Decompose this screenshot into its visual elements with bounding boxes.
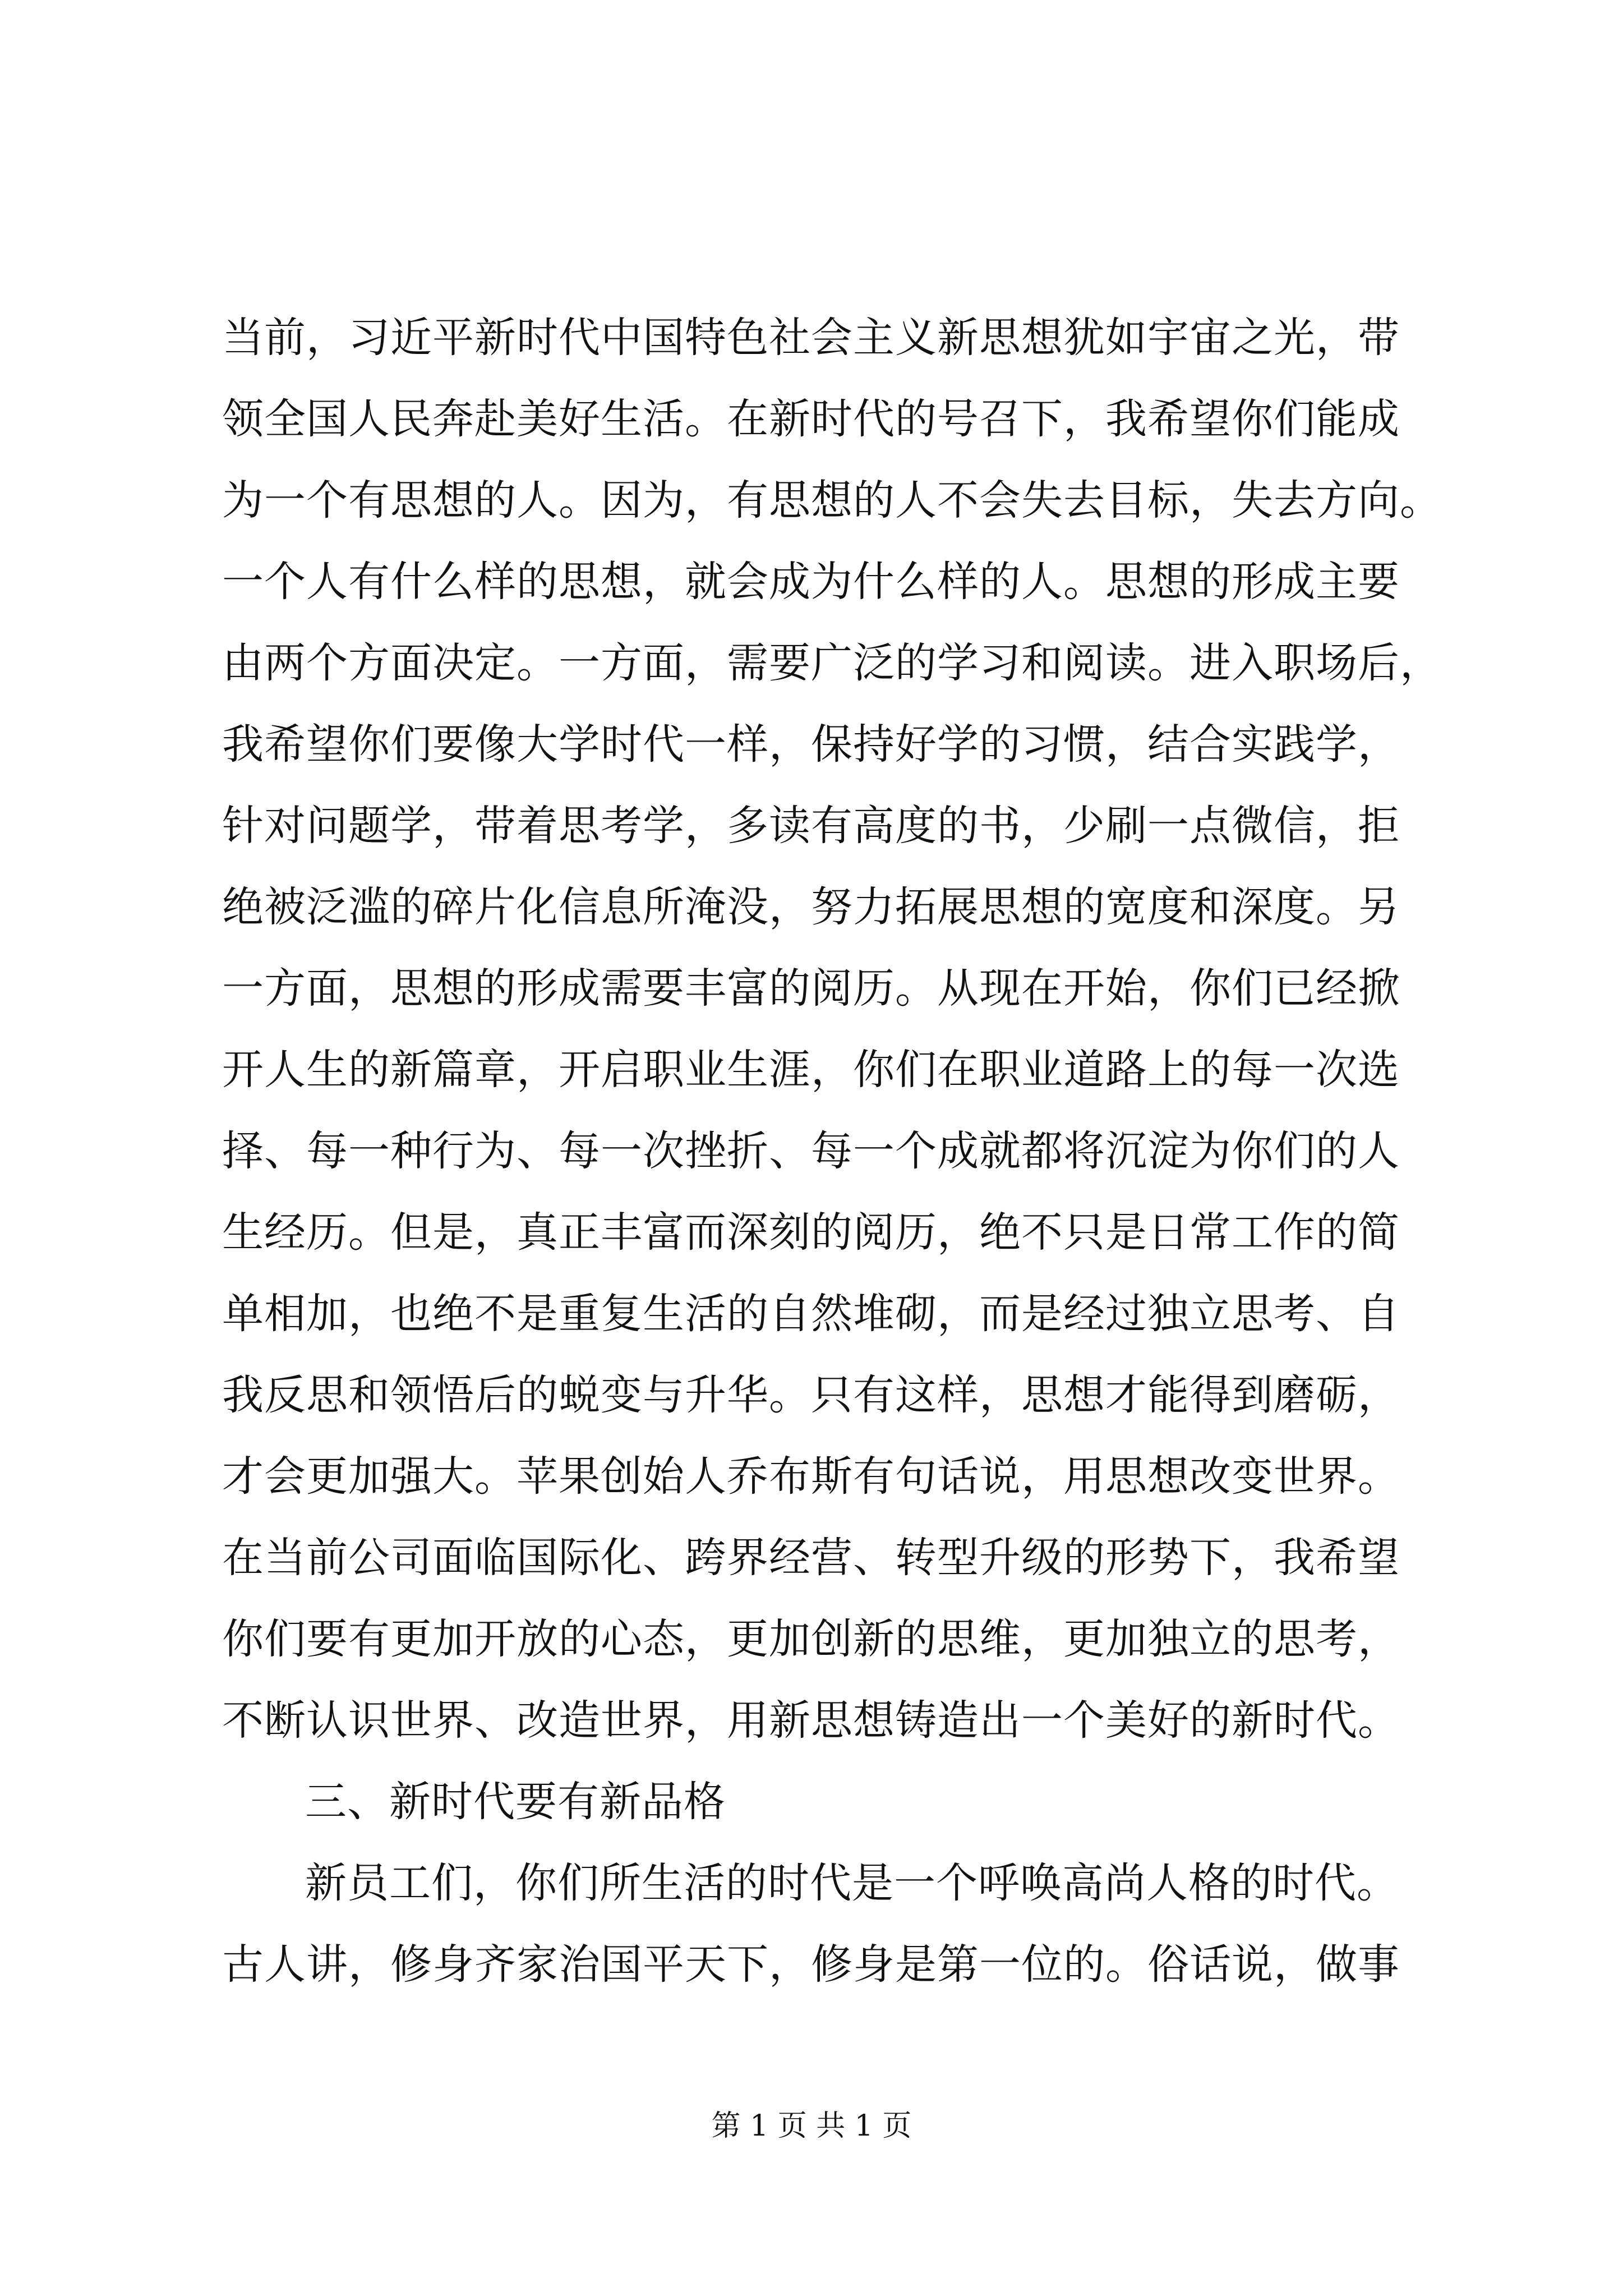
text-line-7: 针对问题学，带着思考学，多读有高度的书，少刷一点微信，拒 <box>222 802 1400 850</box>
text-line-4: 一个人有什么样的思想，就会成为什么样的人。思想的形成主要 <box>222 558 1400 606</box>
text-line-20: 新员工们，你们所生活的时代是一个呼唤高尚人格的时代。 <box>305 1859 1399 1907</box>
text-line-13: 单相加，也绝不是重复生活的自然堆砌，而是经过独立思考、自 <box>222 1290 1400 1338</box>
text-line-16: 在当前公司面临国际化、跨界经营、转型升级的形势下，我希望 <box>222 1534 1400 1582</box>
section-heading: 三、新时代要有新品格 <box>305 1778 726 1826</box>
text-line-21: 古人讲，修身齐家治国平天下，修身是第一位的。俗话说，做事 <box>222 1940 1400 1989</box>
page-number-footer: 第 1 页 共 1 页 <box>711 2109 912 2143</box>
text-line-15: 才会更加强大。苹果创始人乔布斯有句话说，用思想改变世界。 <box>222 1452 1400 1501</box>
document-body <box>222 297 1442 2005</box>
text-line-18: 不断认识世界、改造世界，用新思想铸造出一个美好的新时代。 <box>222 1696 1400 1745</box>
text-line-6: 我希望你们要像大学时代一样，保持好学的习惯，结合实践学， <box>222 720 1400 769</box>
text-line-9: 一方面，思想的形成需要丰富的阅历。从现在开始，你们已经掀 <box>222 964 1400 1013</box>
text-line-1: 当前，习近平新时代中国特色社会主义新思想犹如宇宙之光，带 <box>222 314 1400 362</box>
text-line-17: 你们要有更加开放的心态，更加创新的思维，更加独立的思考， <box>222 1615 1400 1663</box>
text-line-10: 开人生的新篇章，开启职业生涯，你们在职业道路上的每一次选 <box>222 1046 1400 1094</box>
text-line-11: 择、每一种行为、每一次挫折、每一个成就都将沉淀为你们的人 <box>222 1127 1400 1175</box>
text-line-2: 领全国人民奔赴美好生活。在新时代的号召下，我希望你们能成 <box>222 395 1400 443</box>
text-line-5: 由两个方面决定。一方面，需要广泛的学习和阅读。进入职场后， <box>222 639 1442 687</box>
text-line-12: 生经历。但是，真正丰富而深刻的阅历，绝不只是日常工作的简 <box>222 1208 1400 1257</box>
text-line-3: 为一个有思想的人。因为，有思想的人不会失去目标，失去方向。 <box>222 476 1442 524</box>
text-line-8: 绝被泛滥的碎片化信息所淹没，努力拓展思想的宽度和深度。另 <box>222 883 1400 931</box>
text-line-14: 我反思和领悟后的蜕变与升华。只有这样，思想才能得到磨砺， <box>222 1371 1400 1419</box>
